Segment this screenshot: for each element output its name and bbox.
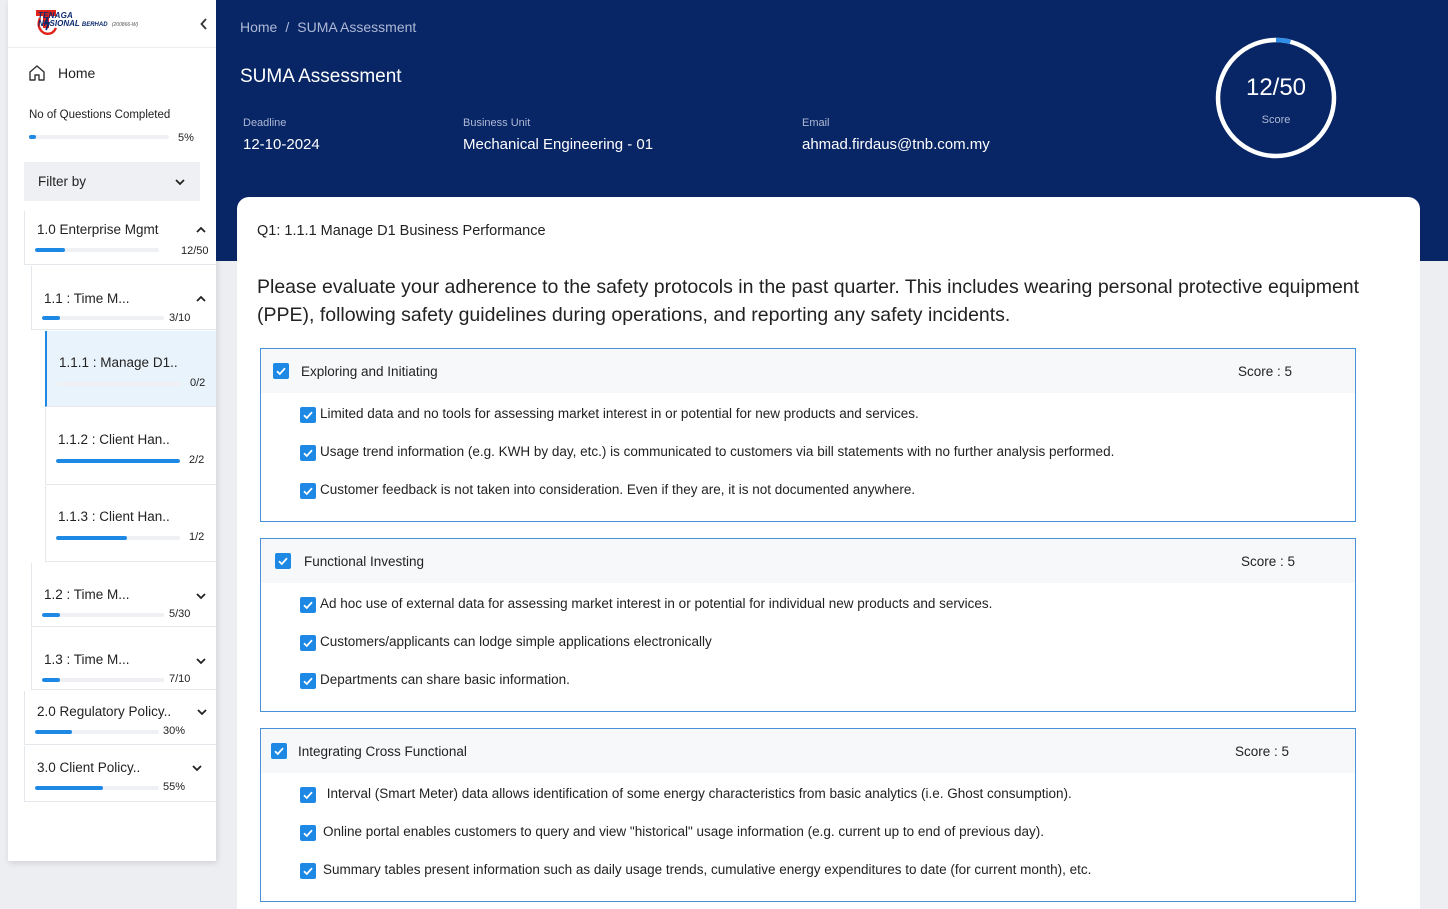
tree-item-label: 1.1 : Time M... <box>44 291 130 306</box>
option-checkbox[interactable] <box>300 635 316 651</box>
tree-item-count: 5/30 <box>169 608 191 620</box>
email-value: ahmad.firdaus@tnb.com.my <box>802 136 990 153</box>
tree-item-progress-bar <box>42 316 164 320</box>
tree-item-progress-fill <box>56 536 127 540</box>
chevron-up-icon <box>195 293 207 305</box>
questions-completed-percent: 5% <box>178 132 194 144</box>
section-title: Functional Investing <box>304 554 425 569</box>
option-label: Online portal enables customers to query and view "historical" usage information (e.g. current up to end of previous day). <box>323 824 1044 839</box>
answer-section-header <box>261 349 1355 393</box>
chevron-down-icon <box>195 590 207 602</box>
tree-item-progress-fill <box>42 316 60 320</box>
tree-item-count: 0/2 <box>190 377 206 389</box>
tree-item-progress-bar <box>42 613 164 617</box>
email-info <box>802 117 990 153</box>
check-icon <box>302 827 314 839</box>
sidebar <box>8 0 216 861</box>
check-icon <box>273 745 285 757</box>
breadcrumb-home[interactable]: Home <box>240 19 278 35</box>
check-icon <box>302 675 314 687</box>
sidebar-tree-item[interactable] <box>45 408 216 485</box>
sidebar-tree-item[interactable] <box>31 628 216 690</box>
tree-item-progress-bar <box>42 678 164 682</box>
option-label: Usage trend information (e.g. KWH by day, etc.) is communicated to customers via bill statements with no further analysis performed. <box>320 444 1115 459</box>
chevron-down-icon <box>195 655 207 667</box>
option-checkbox[interactable] <box>300 863 316 879</box>
tree-item-count: 55% <box>163 781 186 793</box>
business-unit-label: Business Unit <box>463 117 531 129</box>
tree-item-count: 1/2 <box>189 531 205 543</box>
sidebar-item-home[interactable] <box>8 58 216 88</box>
tree-item-count: 3/10 <box>169 312 191 324</box>
email-label: Email <box>802 117 830 129</box>
answer-section <box>260 348 1356 522</box>
deadline-info <box>243 117 320 153</box>
tree-item-progress-fill <box>35 786 103 790</box>
check-icon <box>277 555 289 567</box>
chevron-down-icon <box>196 706 208 718</box>
business-unit-value: Mechanical Engineering - 01 <box>463 136 654 153</box>
option-label: Customer feedback is not taken into consideration. Even if they are, it is not documented anywhere. <box>320 482 916 497</box>
question-text: Please evaluate your adherence to the safety protocols in the past quarter. This includes wearing personal protective equipment (PPE), following safety guidelines during operations, and reporting any safety incidents. <box>257 276 1360 326</box>
logo-text-nasional: NASIONAL <box>38 19 80 28</box>
section-checkbox[interactable] <box>273 363 289 379</box>
tree-item-progress-bar <box>35 248 159 252</box>
section-score: Score : 5 <box>1241 554 1296 569</box>
tree-item-count: 7/10 <box>169 673 191 685</box>
tree-item-count: 12/50 <box>181 245 209 257</box>
option-checkbox[interactable] <box>300 597 316 613</box>
tree-item-label: 1.0 Enterprise Mgmt <box>37 222 159 237</box>
answer-section-header <box>261 729 1355 773</box>
section-checkbox[interactable] <box>271 743 287 759</box>
tree-item-progress-bar <box>57 382 181 386</box>
score-value: 12/50 <box>1245 74 1307 101</box>
tree-item-progress-bar <box>56 536 180 540</box>
tree-item-progress-fill <box>35 730 72 734</box>
option-checkbox[interactable] <box>300 407 316 423</box>
check-icon <box>302 409 314 421</box>
deadline-value: 12-10-2024 <box>243 136 320 153</box>
questions-completed-label: No of Questions Completed <box>29 109 171 121</box>
chevron-left-icon <box>200 18 208 30</box>
tree-item-progress-fill <box>42 613 60 617</box>
option-label: Customers/applicants can lodge simple applications electronically <box>320 634 712 649</box>
chevron-up-icon <box>195 224 207 236</box>
check-icon <box>302 447 314 459</box>
tree-item-label: 1.2 : Time M... <box>44 587 130 602</box>
breadcrumb-current: SUMA Assessment <box>297 19 417 35</box>
check-icon <box>302 789 314 801</box>
check-icon <box>302 865 314 877</box>
tree-item-progress-fill <box>56 459 180 463</box>
home-label: Home <box>58 65 96 81</box>
score-label: Score <box>1261 114 1291 126</box>
question-title: Q1: 1.1.1 Manage D1 Business Performance <box>257 223 546 239</box>
logo-text-reg: (200866-W) <box>111 22 139 28</box>
tree-item-label: 1.1.3 : Client Han.. <box>58 509 170 524</box>
section-score: Score : 5 <box>1238 364 1293 379</box>
chevron-down-icon <box>191 762 203 774</box>
tree-item-progress-fill <box>35 248 65 252</box>
sidebar-tree-item[interactable] <box>45 486 216 562</box>
option-checkbox[interactable] <box>300 825 316 841</box>
option-label: Limited data and no tools for assessing market interest in or potential for new products and services. <box>320 406 919 421</box>
tree-item-progress-fill <box>42 678 60 682</box>
collapse-sidebar-button[interactable] <box>196 14 212 34</box>
breadcrumb-separator: / <box>285 19 290 35</box>
logo-bar <box>8 0 216 48</box>
chevron-down-icon <box>174 178 186 186</box>
tree-item-label: 1.1.1 : Manage D1.. <box>59 355 178 370</box>
section-score: Score : 5 <box>1235 744 1290 759</box>
tree-item-count: 2/2 <box>189 454 205 466</box>
option-checkbox[interactable] <box>300 483 316 499</box>
page-title: SUMA Assessment <box>240 66 402 87</box>
section-title: Exploring and Initiating <box>301 364 438 379</box>
questions-completed-bar <box>29 135 169 139</box>
tree-item-label: 3.0 Client Policy.. <box>37 760 141 775</box>
option-label: Summary tables present information such as daily usage trends, cumulative energy expenditures to date (for current month), etc. <box>323 862 1092 877</box>
logo-text-berhad: BERHAD <box>81 22 108 28</box>
tree-item-count: 30% <box>163 725 186 737</box>
answer-section <box>260 728 1356 902</box>
answer-section-header <box>261 539 1355 583</box>
sidebar-tree-item[interactable] <box>31 266 216 330</box>
question-card <box>237 197 1420 909</box>
filter-label: Filter by <box>38 174 87 189</box>
business-unit-info <box>463 117 653 153</box>
section-title: Integrating Cross Functional <box>298 744 467 759</box>
option-label: Interval (Smart Meter) data allows identification of some energy characteristics from basic analytics (i.e. Ghost consumption). <box>323 786 1072 801</box>
sidebar-tree-item[interactable] <box>31 563 216 627</box>
sidebar-tree-item[interactable] <box>24 746 216 802</box>
option-label: Departments can share basic information. <box>320 672 570 687</box>
logo-text-line2 <box>38 19 138 28</box>
tree-item-progress-bar <box>35 786 159 790</box>
questions-completed-fill <box>29 135 36 139</box>
section-checkbox[interactable] <box>275 553 291 569</box>
filter-dropdown[interactable] <box>24 162 200 201</box>
sidebar-tree-item[interactable] <box>45 331 216 407</box>
tree-item-progress-bar <box>56 459 180 463</box>
home-icon <box>28 64 46 82</box>
deadline-label: Deadline <box>243 117 287 129</box>
option-checkbox[interactable] <box>300 445 316 461</box>
tree-item-progress-bar <box>35 730 159 734</box>
breadcrumb <box>240 19 416 35</box>
check-icon <box>302 637 314 649</box>
check-icon <box>302 485 314 497</box>
check-icon <box>302 599 314 611</box>
answer-section <box>260 538 1356 712</box>
tree-item-label: 1.1.2 : Client Han.. <box>58 432 170 447</box>
option-label: Ad hoc use of external data for assessing market interest in or potential for individual new products and services. <box>320 596 993 611</box>
tree-item-label: 2.0 Regulatory Policy.. <box>37 704 172 719</box>
option-checkbox[interactable] <box>300 673 316 689</box>
check-icon <box>275 365 287 377</box>
tree-item-label: 1.3 : Time M... <box>44 652 130 667</box>
sidebar-tree-item[interactable] <box>24 691 216 745</box>
sidebar-tree-item[interactable] <box>24 211 216 265</box>
logo-text-line1: TENAGA <box>38 11 73 20</box>
option-checkbox[interactable] <box>300 787 316 803</box>
